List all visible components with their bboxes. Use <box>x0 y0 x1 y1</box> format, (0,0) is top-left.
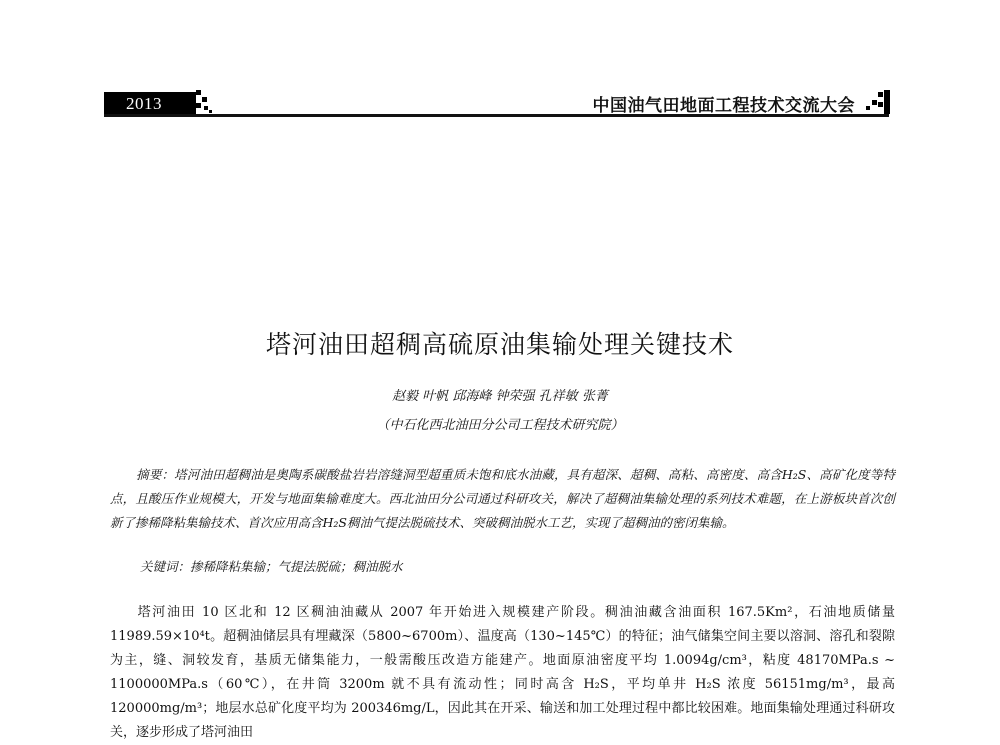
keywords-label: 关键词： <box>140 559 191 574</box>
body-text: 塔河油田 10 区北和 12 区稠油油藏从 2007 年开始进入规模建产阶段。稠油油藏含油面积 167.5Km²，石油地质储量 11989.59×10⁴t。超稠油储层具有埋藏深（5800~6700m）、温度高（130~145℃）的特征；油气储集空间主要以溶洞、溶孔和裂隙为主，缝、洞较发育，基质无储集能力，一般需酸压改造方能建产。地面原油密度平均 1.0094g/cm³，粘度 48170MPa.s ~ 1100000MPa.s（60℃），在井筒 3200m 就不具有流动性；同时高含 H₂S，平均单井 H₂S 浓度 56151mg/m³，最高 120000mg/m³；地层水总矿化度平均为 200346mg/L，因此其在开采、输送和加工处理过程中都比较困难。地面集输处理通过科研攻关，逐步形成了塔河油田 <box>110 605 895 740</box>
affiliation: （中石化西北油田分公司工程技术研究院） <box>376 418 624 433</box>
keywords-text: 掺稀降粘集输；气提法脱硫；稠油脱水 <box>190 559 403 574</box>
pixel-ornament-icon <box>190 88 216 118</box>
header-year: 2013 <box>126 94 162 113</box>
abstract-label: 摘要： <box>136 467 175 482</box>
author-list: 赵毅 叶帆 邱海峰 钟荣强 孔祥敏 张菁 <box>392 389 608 404</box>
abstract <box>110 463 895 535</box>
abstract-text: 塔河油田超稠油是奥陶系碳酸盐岩岩溶缝洞型超重质未饱和底水油藏，具有超深、超稠、高粘、高密度、高含H₂S、高矿化度等特点，且酸压作业规模大，开发与地面集输难度大。西北油田分公司通过科研攻关，解决了超稠油集输处理的系列技术难题，在上游板块首次创新了掺稀降粘集输技术、首次应用高含H₂S稠油气提法脱硫技术、突破稠油脱水工艺，实现了超稠油的密闭集输。 <box>110 467 895 530</box>
body-paragraph <box>110 601 895 745</box>
keywords <box>140 557 403 575</box>
paper-title: 塔河油田超稠高硫原油集输处理关键技术 <box>265 330 734 359</box>
conference-name: 中国油气田地面工程技术交流大会 <box>592 96 855 116</box>
header-year-block <box>104 92 190 114</box>
running-header <box>104 88 889 120</box>
pixel-ornament-icon <box>864 88 890 118</box>
